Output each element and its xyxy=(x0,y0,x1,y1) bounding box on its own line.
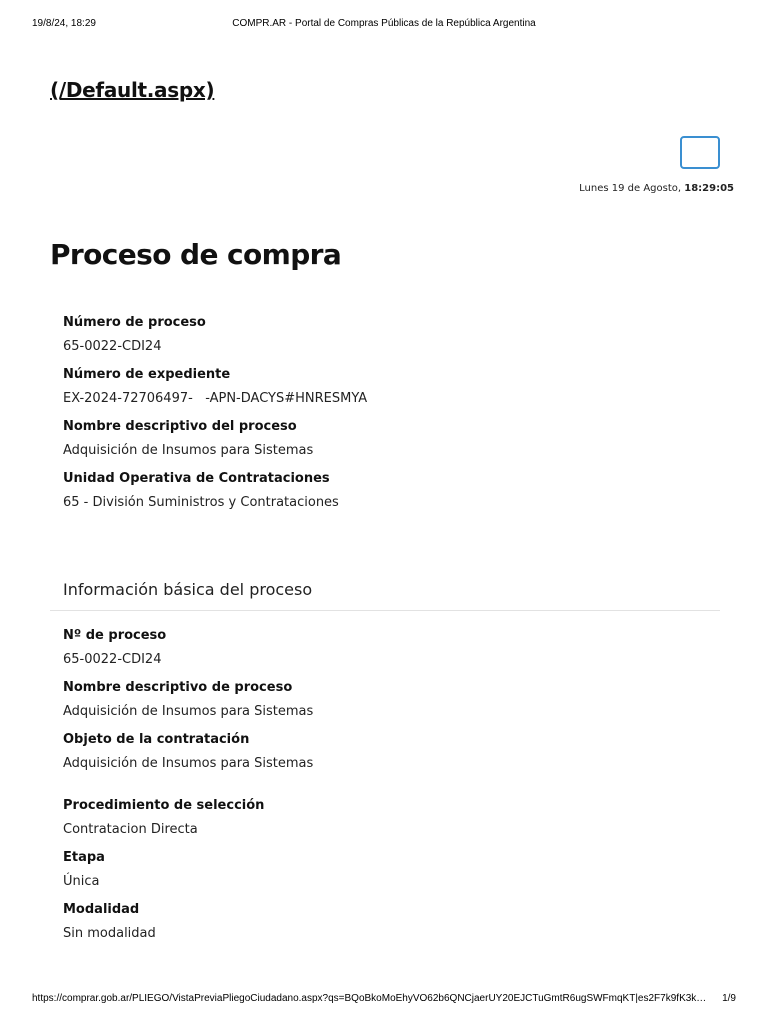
current-date: Lunes 19 de Agosto, xyxy=(579,183,682,194)
page-number: 1/9 xyxy=(722,993,736,1004)
field-value: Adquisición de Insumos para Sistemas xyxy=(63,704,314,719)
field-etapa xyxy=(63,849,105,891)
field-label: Nº de proceso xyxy=(63,628,167,643)
field-value: Única xyxy=(63,874,100,889)
field-label: Número de expediente xyxy=(63,367,231,382)
field-label: Procedimiento de selección xyxy=(63,798,265,813)
print-page-title: COMPR.AR - Portal de Compras Públicas de la República Argentina xyxy=(232,18,536,29)
print-datetime: 19/8/24, 18:29 xyxy=(32,18,96,29)
field-label: Etapa xyxy=(63,850,105,865)
field-label: Objeto de la contratación xyxy=(63,732,250,747)
field-value: Sin modalidad xyxy=(63,926,156,941)
field-modalidad xyxy=(63,901,156,943)
field-numero-expediente xyxy=(63,366,367,408)
field-label: Número de proceso xyxy=(63,315,206,330)
field-nombre-descriptivo xyxy=(63,418,313,460)
field-label: Unidad Operativa de Contrataciones xyxy=(63,471,330,486)
current-datetime xyxy=(579,183,734,194)
field-value: EX-2024-72706497- -APN-DACYS#HNRESMYA xyxy=(63,391,368,406)
field-label: Nombre descriptivo de proceso xyxy=(63,680,293,695)
field-label: Modalidad xyxy=(63,902,140,917)
field-procedimiento-seleccion xyxy=(63,797,264,839)
field-value: 65-0022-CDI24 xyxy=(63,339,162,354)
field-objeto-contratacion xyxy=(63,731,313,773)
field-value: Adquisición de Insumos para Sistemas xyxy=(63,756,314,771)
field-value: 65-0022-CDI24 xyxy=(63,652,162,667)
page-title: Proceso de compra xyxy=(50,238,342,271)
section-title-informacion-basica: Información básica del proceso xyxy=(63,580,313,599)
home-link[interactable]: (/Default.aspx) xyxy=(50,78,215,102)
section-divider xyxy=(50,610,720,611)
print-url: https://comprar.gob.ar/PLIEGO/VistaPreviaPliegoCiudadano.aspx?qs=BQoBkoMoEhyVO62b6QNCjaerUY20EJCTuGmtR6ugSWFmqKT|es2F7k9fK3k… xyxy=(32,993,707,1004)
field-numero-proceso xyxy=(63,314,206,356)
field-value: 65 - División Suministros y Contrataciones xyxy=(63,495,339,510)
current-time: 18:29:05 xyxy=(684,183,734,194)
field-nombre-descriptivo-proceso xyxy=(63,679,313,721)
field-value: Adquisición de Insumos para Sistemas xyxy=(63,443,314,458)
field-value: Contratacion Directa xyxy=(63,822,198,837)
menu-button[interactable] xyxy=(680,136,720,169)
field-nro-proceso xyxy=(63,627,166,669)
field-unidad-operativa xyxy=(63,470,339,512)
field-label: Nombre descriptivo del proceso xyxy=(63,419,297,434)
